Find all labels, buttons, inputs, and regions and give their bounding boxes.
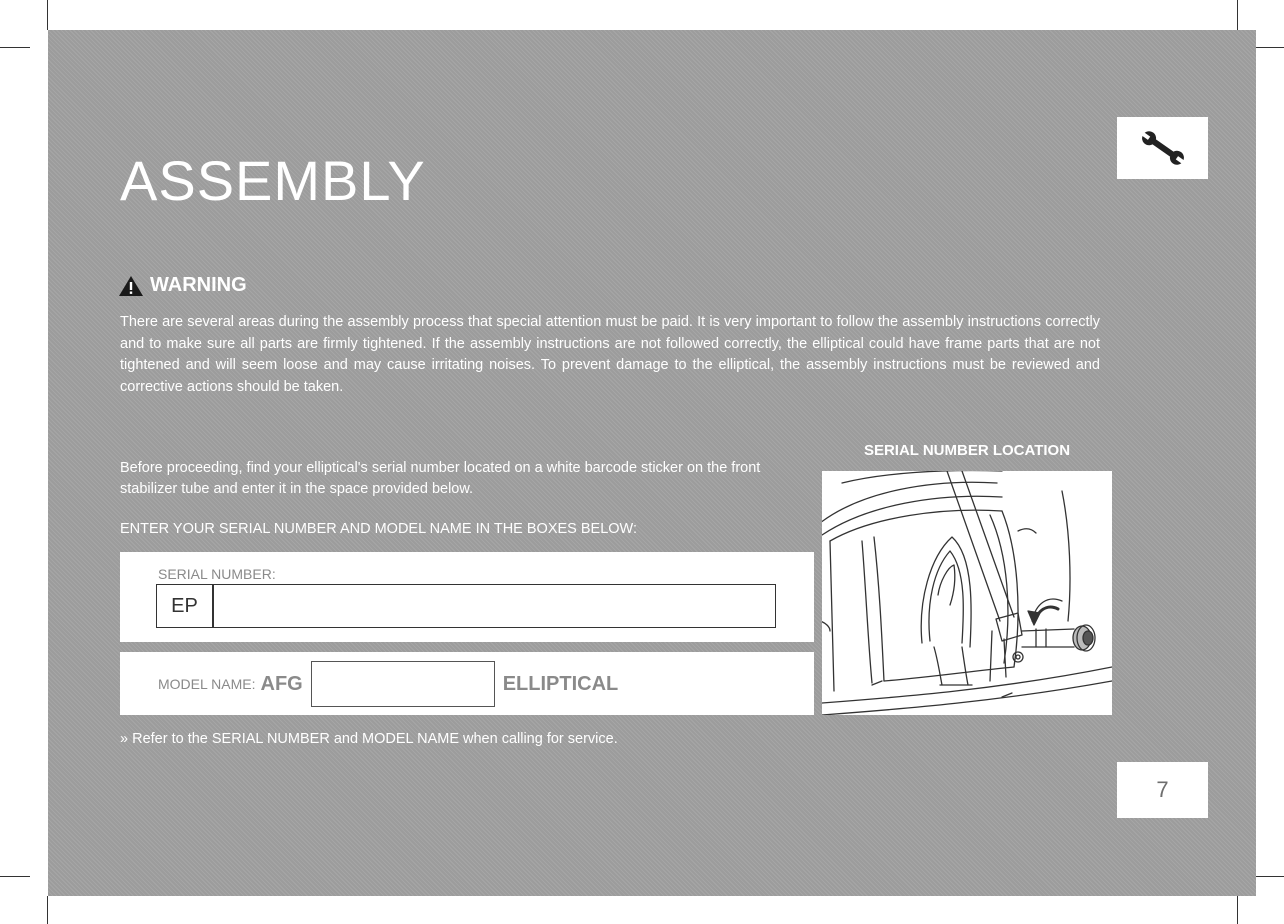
warning-text: There are several areas during the assembly process that special attention must be paid. It is very important to follow the assembly instructions correctly and to make sure all parts are firmly tightened. If the assembly instructions are not followed correctly, the elliptical could have frame parts that are not tightened and will seem loose and may cause irritating noises. To prevent damage to the elliptical, the assembly instructions must be reviewed and corrective actions should be taken. <box>120 314 1100 395</box>
intro-text: Before proceeding, find your elliptical's serial number located on a white barcode sticker on the front stabilizer tube and enter it in the space provided below. <box>120 460 761 497</box>
crop-mark <box>1256 876 1284 877</box>
crop-mark <box>47 0 48 30</box>
refer-note: » Refer to the SERIAL NUMBER and MODEL NAME when calling for service. <box>120 731 618 747</box>
warning-triangle-icon <box>118 275 144 297</box>
page-title: ASSEMBLY <box>120 149 426 212</box>
model-suffix: ELLIPTICAL <box>502 672 619 695</box>
crop-mark <box>1237 896 1238 924</box>
model-name-label: MODEL NAME: <box>158 676 256 692</box>
serial-number-box <box>120 552 814 642</box>
serial-location-title: SERIAL NUMBER LOCATION <box>863 442 1071 459</box>
page-number: 7 <box>1156 777 1169 802</box>
section-tab <box>1117 117 1208 179</box>
page-number-tab <box>1117 762 1208 818</box>
serial-prefix: EP <box>157 585 214 627</box>
serial-number-field[interactable] <box>156 584 776 628</box>
model-prefix: AFG <box>260 672 303 695</box>
serial-location-illustration <box>822 471 1112 715</box>
warning-heading-label: WARNING <box>150 274 247 296</box>
warning-heading <box>118 274 247 297</box>
model-name-box <box>120 652 814 715</box>
content-panel <box>48 30 1256 896</box>
model-name-row <box>158 660 618 708</box>
crop-mark <box>47 896 48 924</box>
wrench-icon <box>1140 128 1186 168</box>
model-name-field[interactable] <box>311 661 495 707</box>
serial-number-label: SERIAL NUMBER: <box>158 566 276 582</box>
enter-prompt: ENTER YOUR SERIAL NUMBER AND MODEL NAME IN THE BOXES BELOW: <box>120 521 638 537</box>
crop-mark <box>1237 0 1238 30</box>
crop-mark <box>0 876 30 877</box>
crop-mark <box>0 47 30 48</box>
crop-mark <box>1256 47 1284 48</box>
